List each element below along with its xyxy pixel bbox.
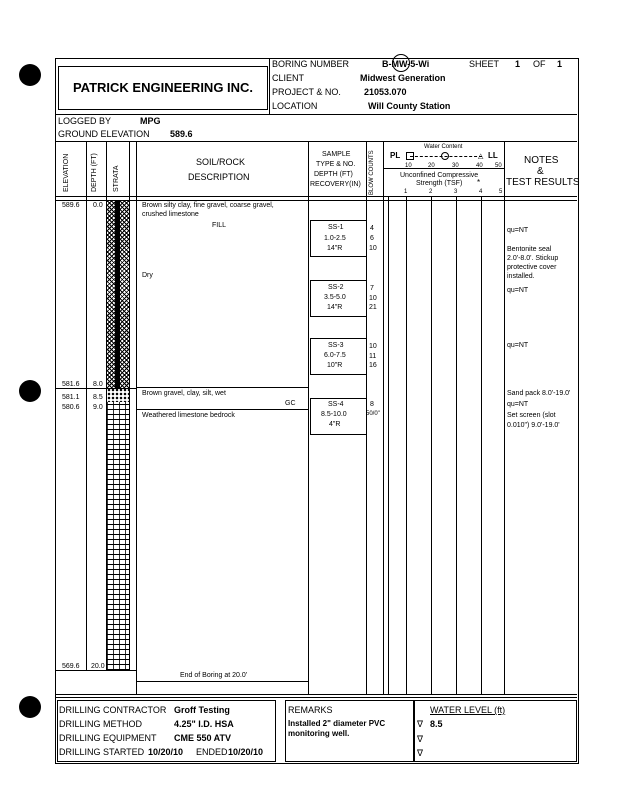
ucs-tick: 4 [479, 189, 483, 195]
col-sample-3: DEPTH (FT) [314, 171, 353, 178]
sheet-total: 1 [557, 59, 563, 69]
drilling-equipment-value: CME 550 ATV [174, 733, 232, 743]
blow-count: 7 [370, 285, 374, 292]
drilling-method-value: 4.25" I.D. HSA [174, 719, 234, 729]
col-notes-2: & [537, 166, 544, 177]
soil-description: Weathered limestone bedrock [142, 412, 235, 419]
blow-count: 10 [369, 245, 377, 252]
ucs-star: * [477, 178, 481, 187]
drilling-ended-value: 10/20/10 [228, 747, 264, 757]
drilling-method-label: DRILLING METHOD [59, 719, 143, 729]
col-soil-desc-1: SOIL/ROCK [196, 157, 246, 167]
note-text: qu=NT [507, 227, 529, 234]
company-box [58, 66, 268, 110]
header-divider [269, 58, 270, 114]
col-blow-counts: BLOW COUNTS [369, 150, 375, 195]
sample-recovery: 10"R [327, 362, 343, 369]
col-ll: LL [488, 151, 498, 160]
ucs-tick: 5 [499, 189, 503, 195]
sample-depth: 8.5-10.0 [321, 411, 347, 418]
soil-description: crushed limestone [142, 211, 199, 218]
sample-recovery: 4"R [329, 421, 341, 428]
depth-value: 8.5 [93, 394, 103, 401]
sample-id: SS-2 [328, 284, 344, 291]
note-text: qu=NT [507, 401, 529, 408]
drilling-contractor-label: DRILLING CONTRACTOR [59, 705, 167, 715]
elevation-value: 581.1 [62, 394, 80, 401]
sample-id: SS-3 [328, 342, 344, 349]
location-label: LOCATION [272, 101, 318, 111]
col-notes-1: NOTES [524, 155, 559, 166]
col-notes-3: TEST RESULTS [506, 177, 580, 188]
sheet-label: SHEET [469, 59, 500, 69]
soil-description: Brown gravel, clay, silt, wet [142, 390, 226, 397]
strata-bedrock-joints [107, 402, 129, 670]
col-sample-2: TYPE & NO. [316, 161, 356, 168]
sample-depth: 1.0-2.5 [324, 235, 346, 242]
elevation-value: 589.6 [62, 202, 80, 209]
wc-marker [441, 152, 449, 160]
ucs-tick: 3 [454, 189, 458, 195]
col-depth: DEPTH (FT) [91, 153, 98, 192]
note-text: Set screen (slot [507, 412, 556, 419]
boring-number-label: BORING NUMBER [272, 59, 350, 69]
blow-count: 16 [369, 362, 377, 369]
remarks-text: Installed 2" diameter PVC [288, 719, 386, 728]
client-label: CLIENT [272, 73, 305, 83]
col-soil-desc-2: DESCRIPTION [188, 172, 250, 182]
wc-tick: 30 [452, 163, 459, 169]
location-value: Will County Station [368, 101, 451, 111]
sample-recovery: 14"R [327, 245, 343, 252]
client-value: Midwest Generation [360, 73, 446, 83]
water-level-symbol: ∇ [417, 748, 424, 758]
soil-description: Dry [142, 272, 153, 279]
sample-recovery: 14"R [327, 304, 343, 311]
drilling-equipment-label: DRILLING EQUIPMENT [59, 733, 157, 743]
project-label: PROJECT & NO. [272, 87, 341, 97]
wc-tick: 10 [405, 163, 412, 169]
depth-value: 20.0 [91, 663, 105, 670]
elevation-value: 569.6 [62, 663, 80, 670]
wc-tick: 50 [495, 163, 502, 169]
ll-marker: △ [478, 153, 484, 160]
water-level-symbol: ∇ [417, 734, 424, 744]
note-text: Sand pack 8.0'-19.0' [507, 390, 571, 397]
blow-count: 4 [370, 225, 374, 232]
ucs-label-2: Strength (TSF) [416, 180, 463, 187]
note-text: 2.0'-8.0'. Stickup [507, 255, 559, 262]
water-level-symbol: ∇ [417, 719, 424, 729]
drilling-started-label: DRILLING STARTED [59, 747, 145, 757]
ucs-label-1: Unconfined Compressive [400, 172, 479, 179]
strata-gravel [107, 388, 129, 402]
depth-value: 0.0 [93, 202, 103, 209]
wc-tick: 20 [428, 163, 435, 169]
drilling-started-value: 10/20/10 [148, 747, 184, 757]
boring-number: B-MW-5-Wi [382, 59, 430, 69]
soil-description: End of Boring at 20.0' [180, 672, 248, 679]
punch-hole-bottom [19, 696, 41, 718]
elevation-value: 581.6 [62, 381, 80, 388]
company-name: PATRICK ENGINEERING INC. [72, 80, 254, 95]
sample-id: SS-4 [328, 401, 344, 408]
blow-count: 6 [370, 235, 374, 242]
sheet-number: 1 [515, 59, 521, 69]
ucs-tick: 1 [404, 189, 408, 195]
logged-by-label: LOGGED BY [58, 116, 112, 126]
note-text: Bentonite seal [507, 246, 552, 253]
col-elevation: ELEVATION [63, 153, 70, 192]
water-level-value: 8.5 [430, 719, 443, 729]
ground-elevation-value: 589.6 [170, 129, 193, 139]
col-water-content: Water Content [424, 144, 463, 150]
project-value: 21053.070 [364, 87, 407, 97]
col-sample-4: RECOVERY(IN) [310, 181, 361, 188]
punch-hole-top [19, 64, 41, 86]
elevation-value: 580.6 [62, 404, 80, 411]
sample-depth: 6.0-7.5 [324, 352, 346, 359]
note-text: 0.010") 9.0'-19.0' [507, 422, 560, 429]
blow-count: 10 [369, 343, 377, 350]
note-text: installed. [507, 273, 535, 280]
col-sample-1: SAMPLE [322, 151, 351, 158]
ground-elevation-label: GROUND ELEVATION [58, 129, 150, 139]
soil-description: FILL [212, 222, 227, 229]
col-pl: PL [390, 151, 401, 160]
note-text: protective cover [507, 264, 557, 271]
sample-depth: 3.5-5.0 [324, 294, 346, 301]
remarks-label: REMARKS [288, 705, 333, 715]
blow-count: 21 [369, 304, 377, 311]
col-strata: STRATA [113, 165, 120, 192]
soil-description: GC [285, 400, 296, 407]
note-text: qu=NT [507, 287, 529, 294]
wc-tick: 40 [476, 163, 483, 169]
sample-id: SS-1 [328, 224, 344, 231]
water-level-label: WATER LEVEL (ft) [430, 705, 506, 715]
well-casing [115, 201, 120, 388]
blow-count: 10 [369, 295, 377, 302]
depth-value: 9.0 [93, 404, 103, 411]
ucs-tick: 2 [429, 189, 433, 195]
depth-value: 8.0 [93, 381, 103, 388]
logged-by-value: MPG [140, 116, 161, 126]
punch-hole-middle [19, 380, 41, 402]
drilling-contractor-value: Groff Testing [174, 705, 230, 715]
remarks-text: monitoring well. [288, 729, 350, 738]
blow-count: 50/0" [366, 411, 380, 417]
sheet-of: OF [533, 59, 546, 69]
pl-marker [406, 152, 414, 160]
note-text: qu=NT [507, 342, 529, 349]
blow-count: 11 [369, 353, 377, 360]
soil-description: Brown silty clay, fine gravel, coarse gravel, [142, 202, 274, 209]
boring-circle-mark [392, 54, 410, 72]
drilling-ended-label: ENDED [196, 747, 228, 757]
blow-count: 8 [370, 401, 374, 408]
